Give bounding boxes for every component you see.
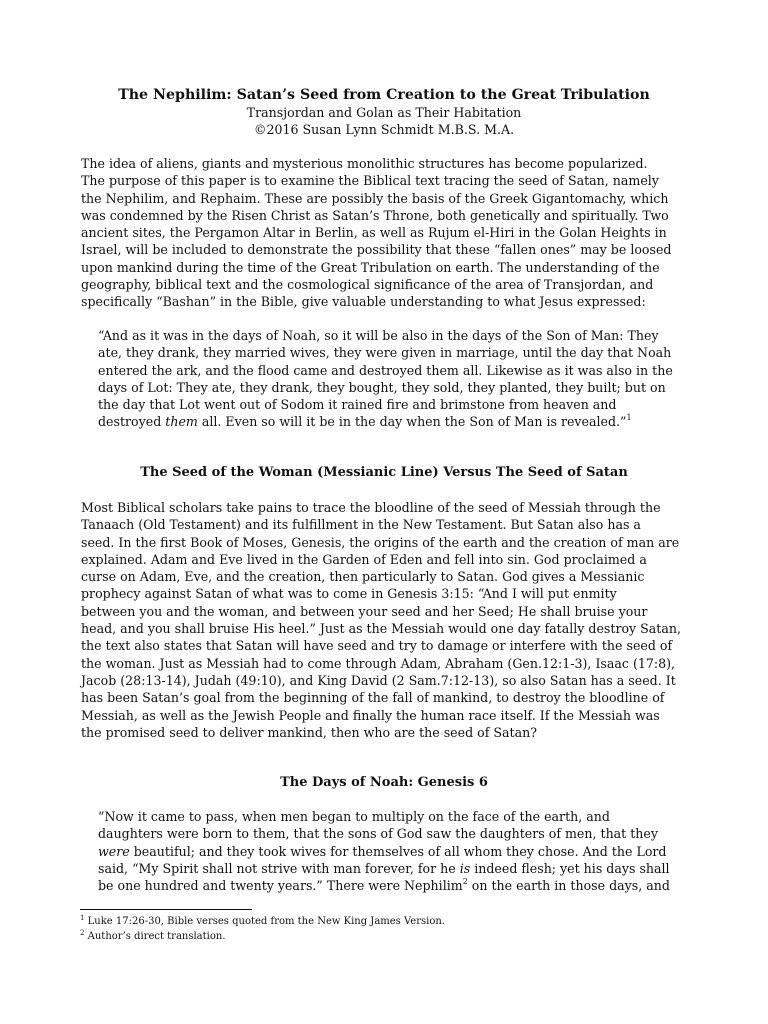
text-line: the woman. Just as Messiah had to come through Adam, Abraham (Gen.12:1-3), Isaac (17:8), bbox=[81, 655, 676, 671]
section-heading-seed: The Seed of the Woman (Messianic Line) Versus The Seed of Satan bbox=[140, 465, 628, 480]
footnotes bbox=[80, 914, 700, 944]
quote-line: the day that Lot went out of Sodom it rained fire and brimstone from heaven and bbox=[98, 397, 617, 413]
quote-text: on the earth in those days, and bbox=[467, 878, 670, 894]
quote-line: ate, they drank, they married wives, they were given in marriage, until the day that Noah bbox=[98, 345, 672, 361]
text-line: Israel, will be included to demonstrate the possibility that these “fallen ones” may be loosed bbox=[81, 242, 672, 258]
genesis-quote bbox=[98, 808, 688, 894]
text-line: curse on Adam, Eve, and the creation, then particularly to Satan. God gives a Messianic bbox=[81, 569, 645, 585]
text-line: has been Satan’s goal from the beginning of the fall of mankind, to destroy the bloodline of bbox=[81, 690, 665, 706]
text-line: Jacob (28:13-14), Judah (49:10), and King David (2 Sam.7:12-13), so also Satan has a seed. It bbox=[81, 672, 676, 688]
footnote-item bbox=[80, 914, 700, 929]
text-line: Most Biblical scholars take pains to trace the bloodline of the seed of Messiah through the bbox=[81, 500, 661, 515]
footnote-divider bbox=[80, 909, 252, 910]
quote-line bbox=[98, 843, 688, 860]
quote-line: daughters were born to them, that the sons of God saw the daughters of men, that they bbox=[98, 826, 658, 842]
footnote-item bbox=[80, 929, 700, 944]
quote-line bbox=[98, 413, 688, 430]
text-line: head, and you shall bruise His heel.” Just as the Messiah would one day fatally destroy Satan, bbox=[81, 621, 681, 637]
footnote-number: 1 bbox=[80, 914, 85, 922]
text-line: prophecy against Satan of what was to come in Genesis 3:15: “And I will put enmity bbox=[81, 586, 617, 602]
text-line: Messiah, as well as the Jewish People and finally the human race itself. If the Messiah was bbox=[81, 707, 660, 723]
quote-text: all. Even so will it be in the day when the Son of Man is revealed.” bbox=[197, 414, 627, 430]
text-line: geography, biblical text and the cosmological significance of the area of Transjordan, and bbox=[81, 277, 654, 293]
quote-italic-text: were bbox=[98, 843, 130, 859]
text-line: was condemned by the Risen Christ as Satan’s Throne, both genetically and spiritually. Two bbox=[81, 207, 669, 223]
text-line: seed. In the first Book of Moses, Genesis, the origins of the earth and the creation of man are bbox=[81, 534, 680, 550]
quote-text: said, “My Spirit shall not strive with man forever, for he bbox=[98, 860, 460, 876]
footnote-ref[interactable]: 1 bbox=[626, 413, 632, 423]
text-line: between you and the woman, and between your seed and her Seed; He shall bruise your bbox=[81, 603, 648, 619]
quote-line: entered the ark, and the flood came and destroyed them all. Likewise as it was also in the bbox=[98, 362, 673, 378]
luke-quote bbox=[98, 327, 688, 431]
quote-line bbox=[98, 860, 688, 877]
text-line: the promised seed to deliver mankind, then who are the seed of Satan? bbox=[81, 724, 537, 740]
copyright-line: ©2016 Susan Lynn Schmidt M.B.S. M.A. bbox=[253, 122, 515, 137]
footnote-text: Luke 17:26-30, Bible verses quoted from the New King James Version. bbox=[84, 916, 445, 927]
text-line: ancient sites, the Pergamon Altar in Berlin, as well as Rujum el-Hiri in the Golan Heights in bbox=[81, 225, 667, 241]
quote-line: “Now it came to pass, when men began to multiply on the face of the earth, and bbox=[98, 809, 610, 824]
quote-line: days of Lot: They ate, they drank, they bought, they sold, they planted, they built; but on bbox=[98, 379, 666, 395]
quote-text: beautiful; and they took wives for themselves of all whom they chose. And the Lord bbox=[129, 843, 667, 859]
quote-italic-text: is bbox=[459, 860, 471, 876]
quote-text: be one hundred and twenty years.” There were Nephilim bbox=[98, 878, 463, 894]
text-line: the Nephilim, and Rephaim. These are possibly the basis of the Greek Gigantomachy, which bbox=[81, 190, 669, 206]
quote-text: indeed flesh; yet his days shall bbox=[470, 860, 670, 876]
document-title: The Nephilim: Satan’s Seed from Creation to the Great Tribulation bbox=[118, 87, 650, 103]
quote-text: destroyed bbox=[98, 414, 166, 430]
footnote-ref[interactable]: 2 bbox=[462, 877, 468, 887]
seed-paragraph bbox=[81, 499, 687, 741]
quote-italic-text: them bbox=[165, 414, 198, 430]
section-heading-noah: The Days of Noah: Genesis 6 bbox=[280, 775, 488, 790]
text-line: Tanaach (Old Testament) and its fulfillment in the New Testament. But Satan also has a bbox=[81, 517, 641, 533]
text-line: The purpose of this paper is to examine the Biblical text tracing the seed of Satan, namely bbox=[81, 173, 659, 189]
intro-paragraph bbox=[81, 155, 687, 311]
footnote-number: 2 bbox=[80, 929, 85, 937]
text-line: The idea of aliens, giants and mysterious monolithic structures has become popularized. bbox=[81, 156, 648, 171]
text-line: upon mankind during the time of the Great Tribulation on earth. The understanding of the bbox=[81, 259, 660, 275]
document-subtitle: Transjordan and Golan as Their Habitation bbox=[246, 105, 522, 120]
title-block bbox=[0, 86, 768, 138]
quote-line bbox=[98, 877, 688, 894]
footnote-text: Author’s direct translation. bbox=[84, 931, 226, 942]
quote-line: “And as it was in the days of Noah, so it will be also in the days of the Son of Man: They bbox=[98, 328, 659, 343]
text-line: the text also states that Satan will have seed and try to damage or interfere with the seed of bbox=[81, 638, 673, 654]
text-line: specifically “Bashan” in the Bible, give valuable understanding to what Jesus expressed: bbox=[81, 294, 646, 310]
text-line: explained. Adam and Eve lived in the Garden of Eden and fell into sin. God proclaimed a bbox=[81, 551, 647, 567]
